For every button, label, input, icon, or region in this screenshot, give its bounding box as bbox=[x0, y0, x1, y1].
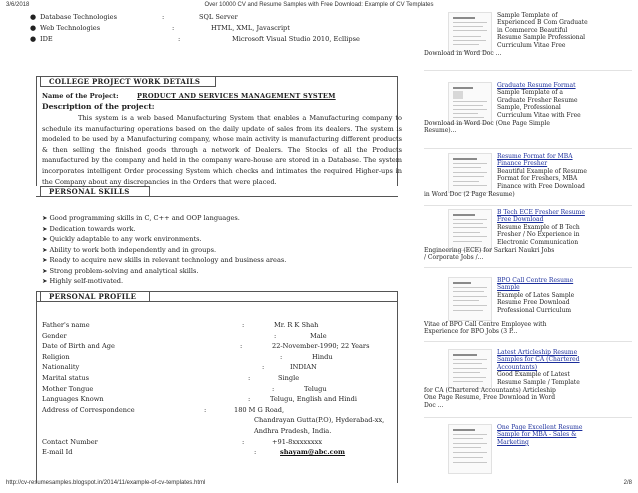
profile-row: Date of Birth and Age : 22-November-1990; 22 Years bbox=[42, 342, 370, 351]
related-post-link[interactable]: Accountants) bbox=[497, 363, 538, 371]
related-post[interactable] bbox=[424, 424, 632, 480]
project-description: This system is a web based Manufacturing System that enables a Manufacturing company to schedule its manufacturing operations based on the daily update of sales from its dealers. The system is modeled to be used by a Manufacturing company, whose main activity is manufacturing different products & then selling the finished goods through a network of Dealers. The Stocks of all the Products manufactured by the company and held in the company ware-house are stored in a Database. The system incorporates intelligent Order processing System which checks and intimates the required Higher-ups in the Company about any discrepancies in the Orders that were placed. bbox=[42, 114, 402, 186]
related-post-link[interactable]: B Tech ECE Fresher Resume bbox=[497, 209, 585, 216]
resume-thumbnail[interactable] bbox=[448, 277, 492, 321]
tech-skill-row bbox=[30, 34, 410, 45]
related-post[interactable]: Graduate Resume Format Sample Template of a Graduate Fresher Resume Sample, Professional Curriculum Vitae with Free Download in Word Doc (One Page Simple Resume)... bbox=[424, 82, 632, 138]
profile-row: Nationality : INDIAN bbox=[42, 363, 317, 372]
profile-row: E-mail Id : shayam@abc.com bbox=[42, 448, 346, 457]
resume-thumbnail[interactable] bbox=[448, 424, 492, 474]
tech-skill-value: SQL Server bbox=[199, 13, 238, 21]
arrow-bullet-icon: ➤ bbox=[42, 235, 48, 243]
project-name-value: PRODUCT AND SERVICES MANAGEMENT SYSTEM bbox=[137, 92, 336, 100]
tech-skill-colon: : bbox=[178, 35, 181, 43]
arrow-bullet-icon: ➤ bbox=[42, 266, 48, 275]
related-post-link[interactable]: Sample bbox=[497, 284, 520, 292]
related-post[interactable]: B Tech ECE Fresher Resume Free Download Resume Example of B Tech Fresher / No Experience in Electronic Communication Engineering (ECE) for Sarkari Naukri Jobs / Corporate Jobs /... bbox=[424, 209, 632, 269]
section-divider bbox=[36, 301, 398, 302]
section-personal-profile: PERSONAL PROFILE bbox=[40, 291, 150, 302]
personal-skills-list bbox=[42, 213, 402, 287]
tech-skill-label: Web Technologies bbox=[40, 24, 101, 32]
arrow-bullet-icon: ➤ bbox=[42, 277, 48, 285]
related-post-link[interactable]: Sample for MBA - Sales & bbox=[497, 431, 577, 439]
email-link[interactable]: shayam@abc.com bbox=[280, 448, 346, 457]
profile-row: Marital status : Single bbox=[42, 373, 300, 382]
related-post-link[interactable]: BPO Call Centre Resume bbox=[497, 277, 574, 284]
profile-row: Gender : Male bbox=[42, 331, 327, 340]
related-post-link[interactable]: Finance Fresher bbox=[497, 160, 548, 168]
tech-skill-value: HTML, XML, Javascript bbox=[211, 24, 290, 32]
tech-skill-label: IDE bbox=[40, 35, 53, 43]
related-post[interactable]: Latest Articleship Resume Samples for CA (Chartered Accountants) Good Example of Latest Resume Sample / Template for CA (Chartered Accountants) Articleship One Page Resume, Free Download in Word Doc ... bbox=[424, 349, 632, 417]
arrow-bullet-icon: ➤ bbox=[42, 256, 48, 264]
section-personal-skills: PERSONAL SKILLS bbox=[40, 186, 150, 197]
related-post-link[interactable]: Samples for CA (Chartered bbox=[497, 356, 580, 364]
bullet-icon: ● bbox=[30, 13, 37, 21]
project-name-label: Name of the Project: bbox=[42, 92, 119, 100]
project-name bbox=[42, 92, 402, 100]
related-post[interactable]: Resume Format for MBA Finance Fresher Beautiful Example of Resume Format for Freshers, MBA Finance with Free Download in Word Doc (2 Page Resume) bbox=[424, 153, 632, 205]
related-posts-sidebar bbox=[424, 12, 634, 482]
bullet-icon: ● bbox=[30, 35, 37, 43]
resume-thumbnail[interactable] bbox=[448, 349, 492, 389]
profile-row: Mother Tongue : Telugu bbox=[42, 384, 327, 393]
tech-skill-value: Microsoft Visual Studio 2010, Ecllipse bbox=[232, 35, 360, 43]
print-date: 3/6/2018 bbox=[6, 2, 30, 8]
arrow-bullet-icon: ➤ bbox=[42, 224, 48, 233]
related-post-link[interactable]: Graduate Resume Format bbox=[497, 82, 576, 89]
profile-row: Father's name : Mr. R K Shah bbox=[42, 321, 319, 329]
profile-row: Languages Known : Telugu, English and Hindi bbox=[42, 395, 357, 404]
related-post[interactable]: Sample Template of Experienced B Com Graduate in Commerce Beautiful Resume Sample Professional Curriculum Vitae Free Download in Word Doc ... bbox=[424, 12, 632, 64]
resume-thumbnail[interactable] bbox=[448, 209, 492, 251]
related-post-link[interactable]: One Page Excellent Resume bbox=[497, 424, 583, 431]
related-post-link[interactable]: Free Download bbox=[497, 216, 544, 224]
skill-item: ➤ Good programming skills in C, C++ and OOP languages. bbox=[42, 214, 240, 222]
related-post-link[interactable]: Latest Articleship Resume bbox=[497, 349, 578, 356]
print-url[interactable]: http://cv-resumesamples.blogspot.in/2014/11/example-of-cv-templates.html bbox=[6, 480, 206, 486]
skill-item: ➤ Highly self-motivated. bbox=[42, 277, 124, 285]
profile-row: Chandrayan Gutta(P.O), Hyderabad-xx, bbox=[254, 416, 385, 425]
resume-thumbnail[interactable] bbox=[448, 12, 492, 52]
resume-thumbnail[interactable] bbox=[448, 153, 492, 193]
skill-item: ➤ Ready to acquire new skills in relevant technology and business areas. bbox=[42, 256, 287, 264]
related-post-link[interactable]: Marketing bbox=[497, 438, 529, 446]
section-project-title: COLLEGE PROJECT WORK DETAILS bbox=[40, 76, 216, 87]
profile-row: Religion : Hindu bbox=[42, 352, 333, 361]
skill-item: ➤ Strong problem-solving and analytical skills. bbox=[42, 266, 199, 275]
project-description-heading: Description of the project: bbox=[42, 102, 155, 111]
print-title: Over 10000 CV and Resume Samples with Free Download: Example of CV Templates bbox=[204, 2, 434, 8]
skill-item: ➤ Quickly adaptable to any work environments. bbox=[42, 235, 202, 243]
profile-row: Andhra Pradesh, India. bbox=[254, 426, 332, 435]
tech-skill-label: Database Technologies bbox=[40, 13, 117, 21]
profile-row: Address of Correspondence : 180 M G Road, bbox=[42, 405, 285, 414]
personal-profile-table bbox=[42, 320, 412, 458]
tech-skill-row bbox=[30, 23, 410, 34]
arrow-bullet-icon: ➤ bbox=[42, 245, 48, 254]
tech-skills-list bbox=[30, 12, 410, 45]
profile-row: Contact Number : +91-8xxxxxxxx bbox=[42, 437, 323, 446]
skill-item: ➤ Dedication towards work. bbox=[42, 224, 136, 233]
skill-item: ➤ Ability to work both independently and in groups. bbox=[42, 245, 217, 254]
print-header bbox=[0, 2, 638, 12]
tech-skill-colon: : bbox=[162, 13, 165, 21]
tech-skill-row bbox=[30, 12, 410, 23]
resume-thumbnail[interactable] bbox=[448, 82, 492, 124]
resume-content bbox=[20, 12, 416, 482]
tech-skill-colon: : bbox=[172, 24, 175, 32]
section-divider bbox=[36, 196, 398, 197]
arrow-bullet-icon: ➤ bbox=[42, 214, 48, 222]
related-post-link[interactable]: Resume Format for MBA bbox=[497, 153, 573, 160]
page-number: 2/8 bbox=[623, 480, 632, 486]
bullet-icon: ● bbox=[30, 24, 37, 32]
related-post[interactable]: BPO Call Centre Resume Sample Example of Lates Sample Resume Free Download Professional Curriculum Vitae of BPO Call Centre Employee with Experience for BPO Jobs (3 P... bbox=[424, 277, 632, 337]
